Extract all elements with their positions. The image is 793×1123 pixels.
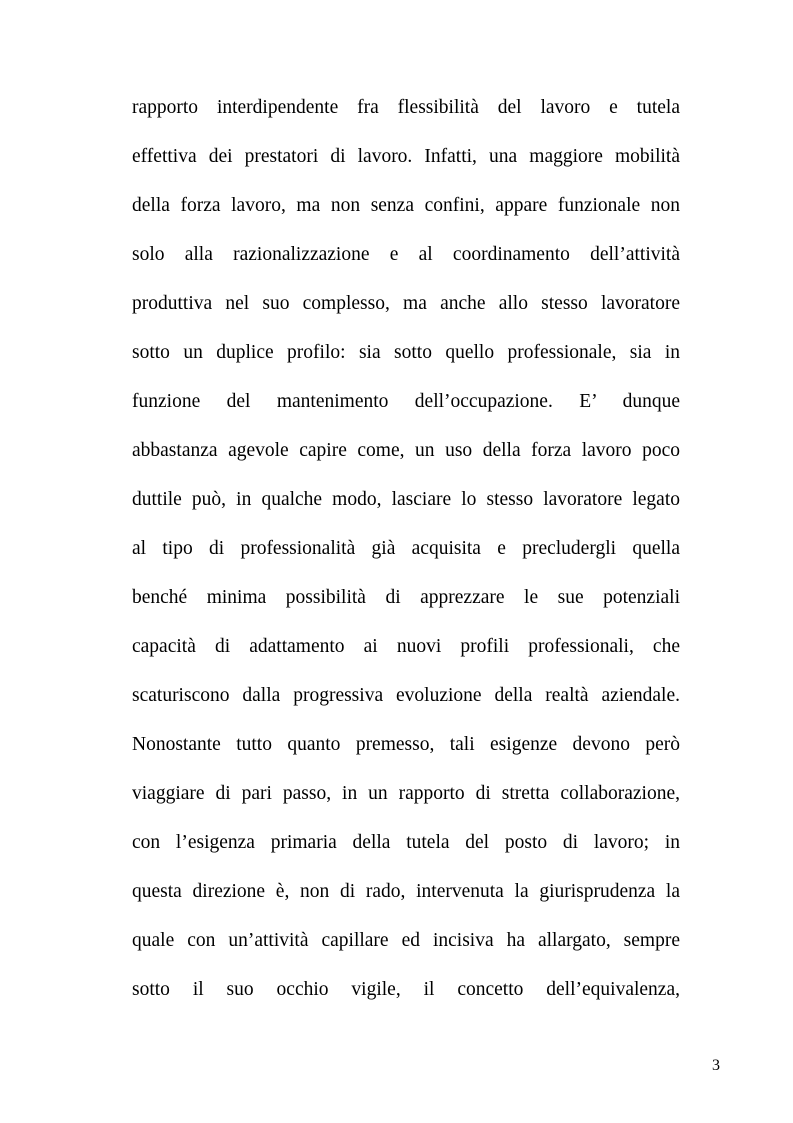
- text-line: Nonostante tutto quanto premesso, tali esigenze devono però: [132, 734, 680, 755]
- text-line: produttiva nel suo complesso, ma anche allo stesso lavoratore: [132, 293, 680, 314]
- text-line: effettiva dei prestatori di lavoro. Infatti, una maggiore mobilità: [132, 146, 680, 167]
- text-line: duttile può, in qualche modo, lasciare lo stesso lavoratore legato: [132, 489, 680, 510]
- text-line: sotto un duplice profilo: sia sotto quello professionale, sia in: [132, 342, 680, 363]
- text-line: abbastanza agevole capire come, un uso della forza lavoro poco: [132, 440, 680, 461]
- text-line: quale con un’attività capillare ed incisiva ha allargato, sempre: [132, 930, 680, 951]
- text-line: scaturiscono dalla progressiva evoluzione della realtà aziendale.: [132, 685, 680, 706]
- text-line: al tipo di professionalità già acquisita e precludergli quella: [132, 538, 680, 559]
- text-line: funzione del mantenimento dell’occupazione. E’ dunque: [132, 391, 680, 412]
- text-line: benché minima possibilità di apprezzare le sue potenziali: [132, 587, 680, 608]
- page-number: 3: [712, 1057, 720, 1074]
- text-line: con l’esigenza primaria della tutela del posto di lavoro; in: [132, 832, 680, 853]
- text-line: questa direzione è, non di rado, intervenuta la giurisprudenza la: [132, 881, 680, 902]
- text-line: viaggiare di pari passo, in un rapporto di stretta collaborazione,: [132, 783, 680, 804]
- text-line: sotto il suo occhio vigile, il concetto dell’equivalenza,: [132, 979, 680, 1000]
- text-line: rapporto interdipendente fra flessibilità del lavoro e tutela: [132, 97, 680, 118]
- text-line: della forza lavoro, ma non senza confini, appare funzionale non: [132, 195, 680, 216]
- text-line: capacità di adattamento ai nuovi profili professionali, che: [132, 636, 680, 657]
- text-line: solo alla razionalizzazione e al coordinamento dell’attività: [132, 244, 680, 265]
